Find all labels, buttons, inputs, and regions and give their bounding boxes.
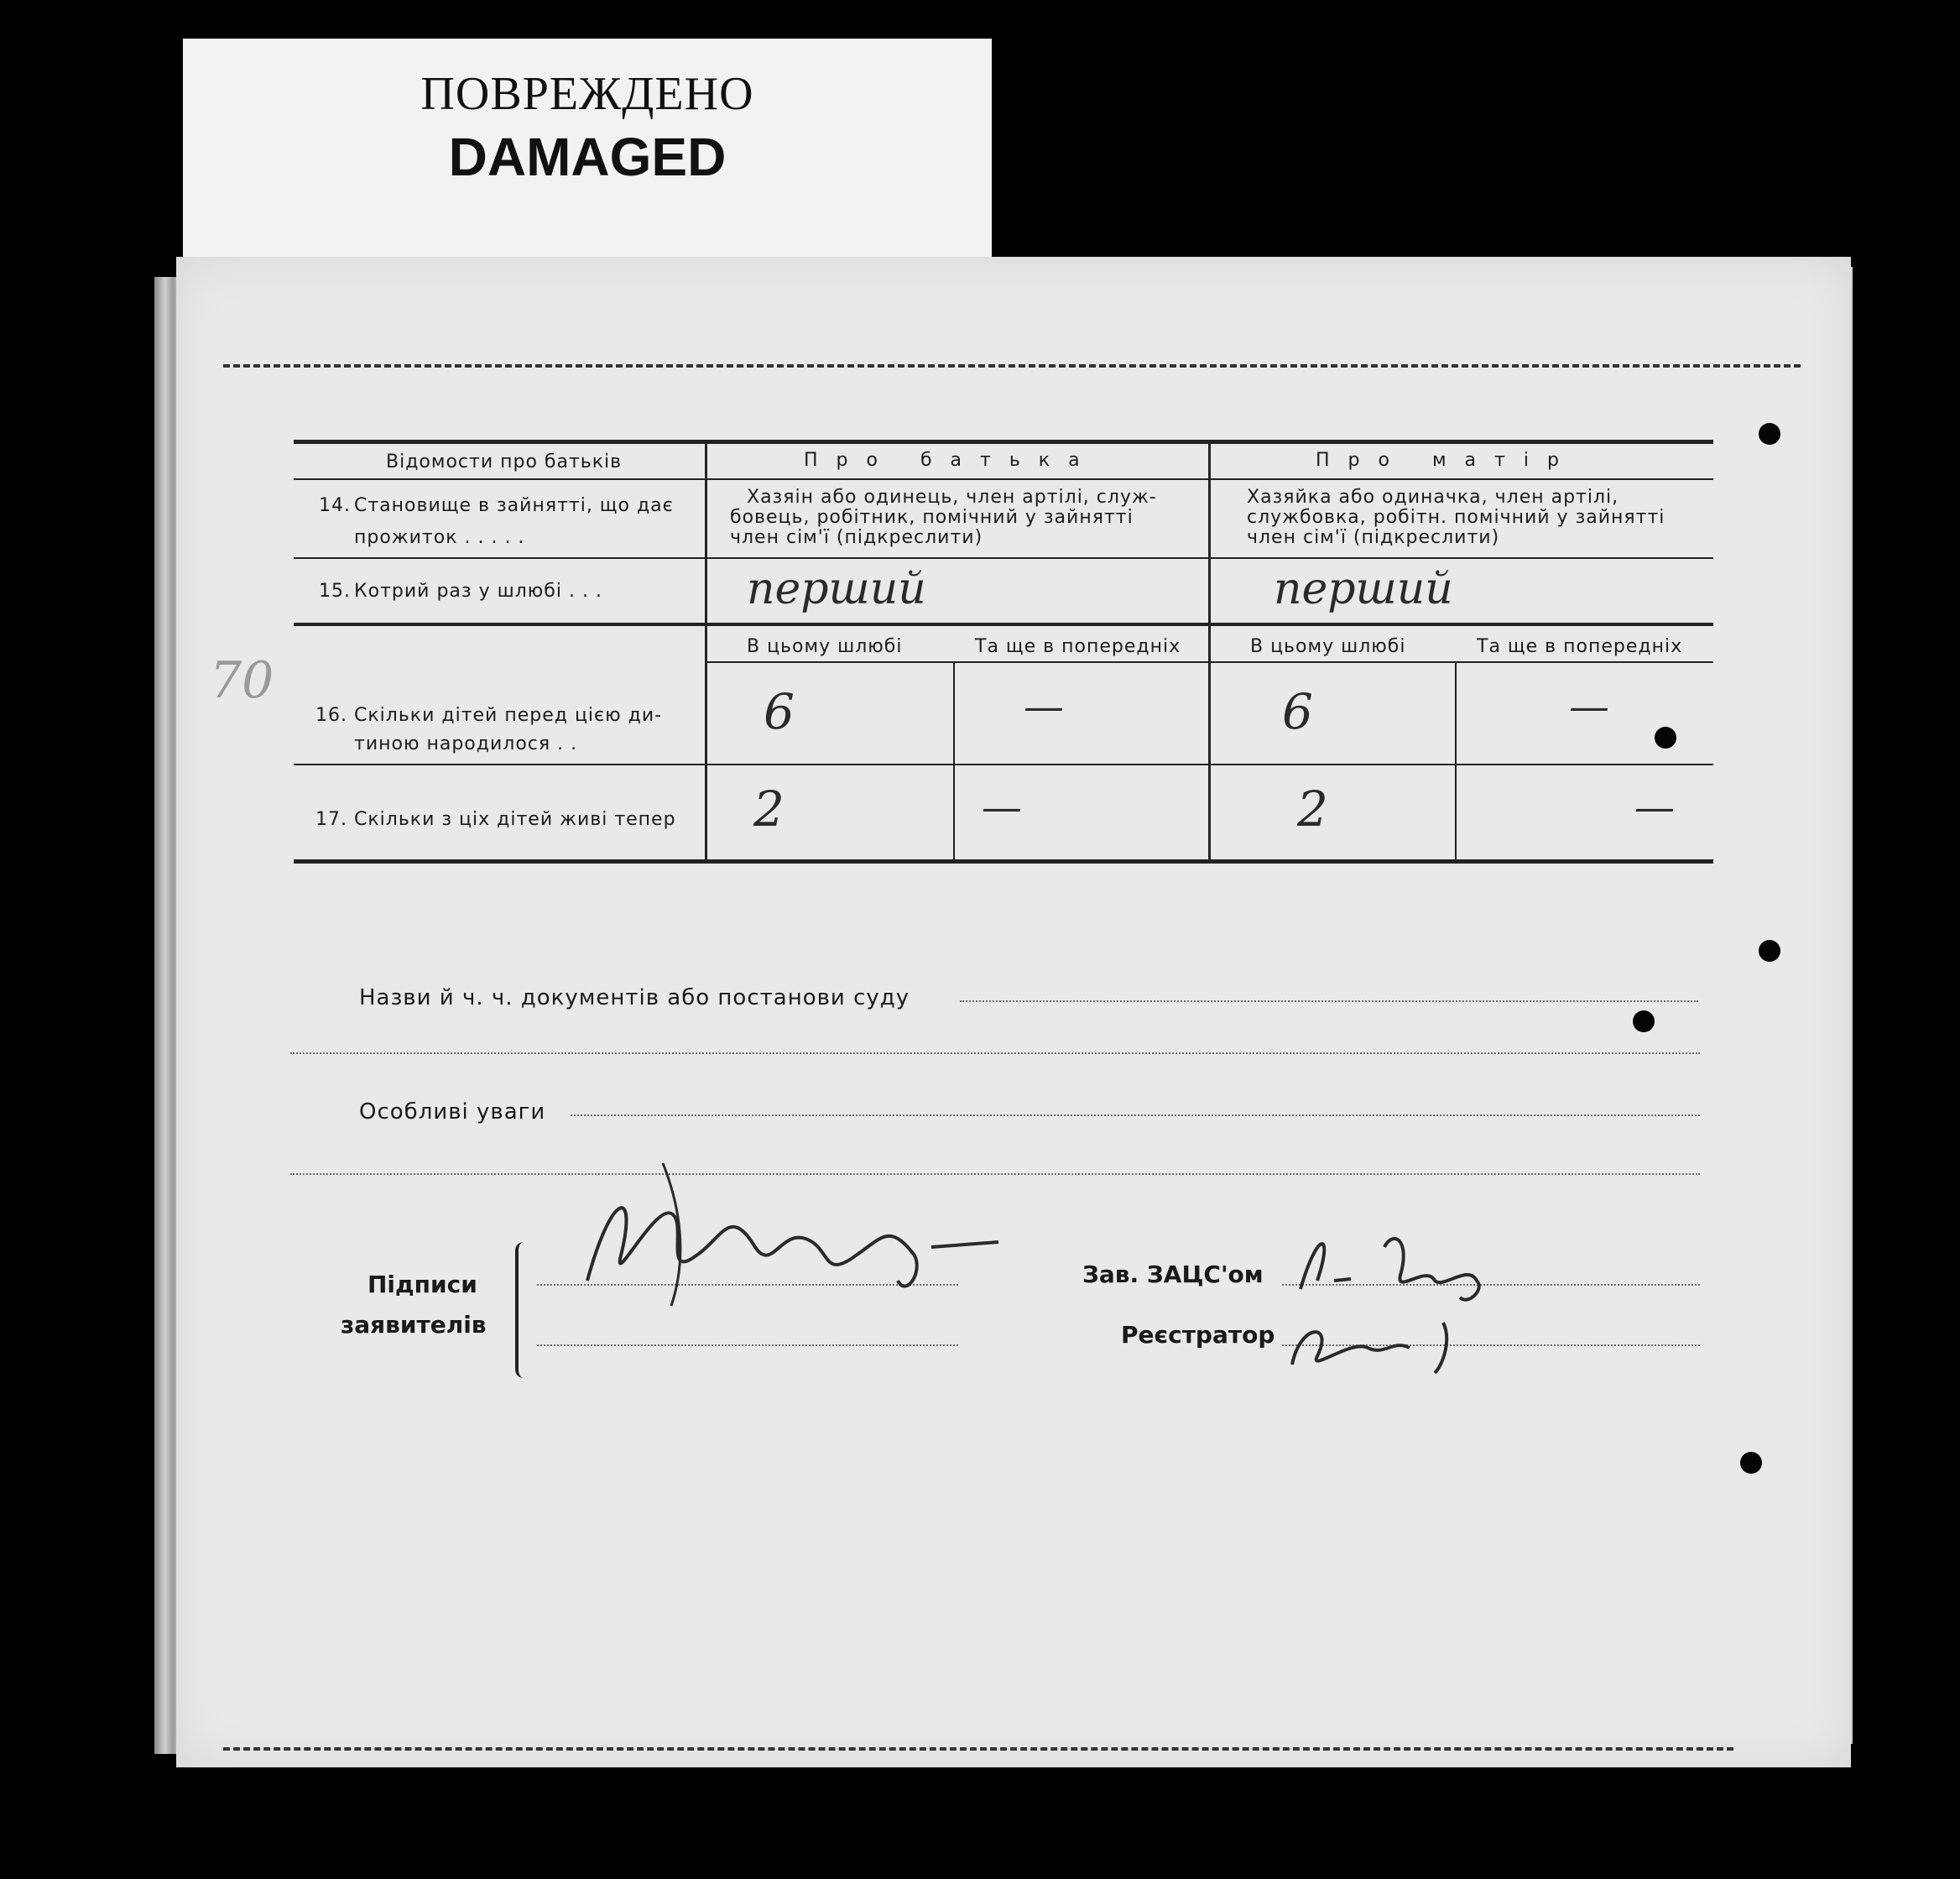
header-father: Про батька [804, 450, 1098, 471]
bottom-perforation-line [223, 1747, 1733, 1751]
row17-father-this: 2 [753, 780, 785, 838]
registrar-label: Реєстратор [1121, 1321, 1275, 1349]
row16-number: 16. [315, 705, 347, 726]
remarks-line-1 [571, 1114, 1700, 1116]
row16-label-line1: Скільки дітей перед цією ди- [354, 705, 663, 726]
row14-father-line2: бовець, робітник, помічний у зайнятті [730, 507, 1134, 528]
row17-mother-prev: — [1634, 784, 1675, 831]
document-page [176, 257, 1851, 1767]
row16-mother-prev: — [1569, 683, 1609, 730]
row16-mother-this: 6 [1282, 683, 1313, 740]
punch-hole [1740, 1452, 1762, 1474]
subheader-mother-this: В цьому шлюбі [1250, 636, 1406, 657]
row16-father-prev: — [1024, 683, 1064, 730]
row16-rule [294, 764, 1713, 765]
margin-pencil-note: 70 [210, 651, 274, 710]
row15-label: Котрий раз у шлюбі . . . [354, 581, 602, 602]
header-parents-info: Відомости про батьків [386, 451, 623, 472]
stamp-text-ru: ПОВРЕЖДЕНО [420, 68, 754, 120]
documents-label: Назви й ч. ч. документів або постанови суду [359, 985, 910, 1010]
row15-father-value: перший [747, 564, 926, 614]
punch-hole [1759, 940, 1780, 962]
row14-mother-line2: службовка, робітн. помічний у зайнятті [1247, 507, 1665, 528]
col1-divider [705, 440, 707, 863]
applicant-signature-line-2 [537, 1344, 958, 1346]
head-of-registry-label: Зав. ЗАЦС'ом [1082, 1260, 1264, 1288]
damaged-stamp-card [183, 39, 992, 274]
row14-rule [294, 557, 1713, 559]
row17-mother-this: 2 [1297, 780, 1328, 838]
subheader-mother-prev: Та ще в попередніх [1477, 636, 1683, 657]
row15-number: 15. [319, 581, 351, 602]
row17-father-prev: — [982, 784, 1022, 831]
stamp-text-en: DAMAGED [448, 127, 727, 187]
subheader-father-prev: Та ще в попередніх [975, 636, 1181, 657]
applicant-signature-scribble [562, 1155, 1032, 1323]
signatures-label-line1: Підписи [368, 1271, 477, 1298]
punch-hole [1633, 1010, 1655, 1032]
parents-info-table [294, 440, 1713, 915]
subheader-father-this: В цьому шлюбі [747, 636, 903, 657]
row14-mother-line1: Хазяйка або одиначка, член артілі, [1247, 487, 1619, 508]
mother-sub-divider [1455, 661, 1457, 863]
table-top-rule [294, 440, 1713, 444]
row15-rule [294, 623, 1713, 626]
row17-label: Скільки з ціх дітей живі тепер [354, 809, 676, 830]
signatures-brace [515, 1242, 530, 1378]
punch-hole [1759, 423, 1780, 445]
row14-label-line1: Становище в зайнятті, що дає [354, 495, 674, 516]
top-perforation-line [223, 364, 1801, 368]
father-mother-divider [1208, 440, 1211, 863]
header-rule [294, 478, 1713, 480]
signatures-label-line2: заявителів [341, 1311, 487, 1339]
documents-line-1 [960, 1000, 1698, 1002]
row14-number: 14. [319, 495, 351, 516]
punch-hole [1655, 727, 1676, 749]
header-mother: Про матір [1316, 450, 1577, 471]
row16-label-line2: тиною народилося . . [354, 733, 578, 754]
row14-father-line3: член сім'ї (підкреслити) [730, 527, 983, 548]
row15-mother-value: перший [1274, 564, 1453, 614]
remarks-label: Особливі уваги [359, 1099, 546, 1125]
row14-label-line2: прожиток . . . . . [354, 527, 525, 548]
documents-line-2 [290, 1052, 1700, 1054]
row14-mother-line3: член сім'ї (підкреслити) [1247, 527, 1500, 548]
father-sub-divider [953, 661, 955, 863]
official-signature-scribble [1267, 1197, 1569, 1398]
table-bottom-rule [294, 859, 1713, 864]
row16-father-this: 6 [764, 683, 795, 740]
row14-father-line1: Хазяін або одинець, член артілі, служ- [747, 487, 1157, 508]
row17-number: 17. [315, 809, 347, 830]
